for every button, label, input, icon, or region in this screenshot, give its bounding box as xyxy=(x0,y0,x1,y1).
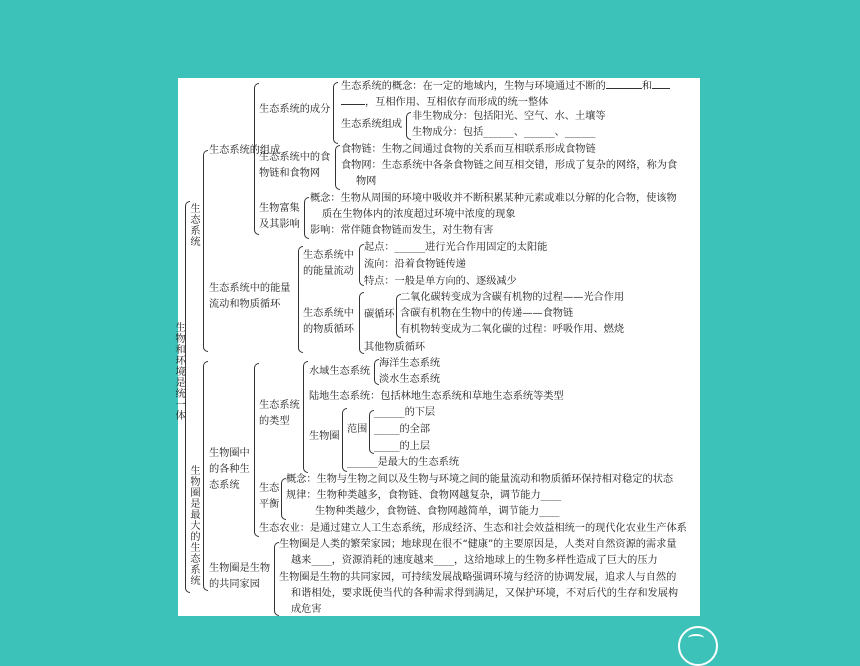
balance-concept: 概念：生物与生物之间以及生物与环境之间的能量流动和物质循环保持相对稳定的状态 xyxy=(286,474,674,485)
carbon-step-3: 有机物转变成为二氧化碳的过程：呼吸作用、燃烧 xyxy=(400,324,625,335)
mindmap-sheet xyxy=(175,78,700,616)
components-title: 生态系统的成分 xyxy=(259,104,331,115)
carbon-step-1: 二氧化碳转变成为含碳有机物的过程——光合作用 xyxy=(400,292,625,303)
energy-title-1: 生态系统中 xyxy=(303,250,354,261)
biosphere-largest-label: 生物圈是最大的生态系统 xyxy=(190,466,201,587)
home-p2-line-3: 成危害 xyxy=(291,604,322,615)
foodchain-title-2: 物链和食物网 xyxy=(259,168,321,179)
bioaccum-concept-1: 概念：生物从周围的环境中吸收并不断积累某种元素或难以分解的化合物，使该物 xyxy=(310,193,677,204)
home-p1-line-2: 越来____，资源消耗的速度越来____，这给地球上的生物多样性造成了巨大的压力 xyxy=(291,555,658,566)
land-text: 陆地生态系统：包括林地生态系统和草地生态系统等类型 xyxy=(309,391,564,402)
root-label: 生物和环境是统一体 xyxy=(175,323,186,422)
ecosystem-brace xyxy=(203,150,208,352)
biosphere-brace xyxy=(203,361,208,591)
home-p2-line-2: 和谐相处，要求既使当代的各种需求得到满足，又保护环境，不对后代的生存和发展构 xyxy=(291,588,679,599)
types-title-1: 生态系统 xyxy=(259,400,300,411)
foodchain-brace xyxy=(335,145,340,190)
matter-title-1: 生态系统中 xyxy=(303,308,354,319)
carbon-step-2: 含碳有机物在生物中的传递——食物链 xyxy=(400,308,574,319)
range-2: _____的全部 xyxy=(374,424,431,435)
bioaccum-impact: 影响：常伴随食物链而发生，对生物有害 xyxy=(310,225,494,236)
foodweb-text-2: 物网 xyxy=(356,176,377,187)
bioaccum-concept-2: 质在生物体内的浓度超过环境中浓度的现象 xyxy=(322,209,516,220)
cycles-title-2: 流动和物质循环 xyxy=(209,299,281,310)
balance-title-1: 生态 xyxy=(259,483,280,494)
freshwater-text: 淡水生态系统 xyxy=(379,374,441,385)
energy-feature: 特点：一般是单方向的、逐级减少 xyxy=(364,276,517,287)
foodweb-text-1: 食物网：生态系统中各条食物链之间互相交错，形成了复杂的网络，称为食 xyxy=(341,160,678,171)
bioaccum-title-1: 生物富集 xyxy=(259,203,300,214)
ecosystem-label: 生态系统 xyxy=(190,204,201,248)
bioaccum-title-2: 及其影响 xyxy=(259,219,300,230)
balance-title-2: 平衡 xyxy=(259,499,280,510)
range-3: _____的上层 xyxy=(374,441,431,452)
foodchain-text: 食物链：生物之间通过食物的关系而互相联系形成食物链 xyxy=(341,144,596,155)
makeup-label: 生态系统组成 xyxy=(341,119,403,130)
types-group-title-2: 的各种生 xyxy=(209,464,250,475)
energy-title-2: 的能量流动 xyxy=(303,266,354,277)
types-title-2: 的类型 xyxy=(259,416,290,427)
eco-agriculture: 生态农业：是通过建立人工生态系统，形成经济、生态和社会效益相统一的现代化农业生产体系 xyxy=(259,523,687,534)
home-title-2: 的共同家园 xyxy=(209,579,260,590)
balance-rule-1: 规律：生物种类越多，食物链、食物网越复杂，调节能力____ xyxy=(286,490,562,501)
carbon-label: 碳循环 xyxy=(364,309,395,320)
types-brace xyxy=(303,361,308,473)
types-group-title-3: 态系统 xyxy=(209,480,240,491)
concept-line-1: 生态系统的概念：在一定的地域内，生物与环境通过不断的 和 xyxy=(341,79,670,93)
bioaccum-brace xyxy=(304,197,309,239)
nonliving-text: 非生物成分：包括阳光、空气、水、土壤等 xyxy=(412,111,606,122)
other-cycles: 其他物质循环 xyxy=(364,342,426,353)
matter-title-2: 的物质循环 xyxy=(303,324,354,335)
energy-path: 流向：沿着食物链传递 xyxy=(364,259,466,270)
foodchain-title-1: 生态系统中的食 xyxy=(259,152,331,163)
water-label: 水域生态系统 xyxy=(309,366,371,377)
range-label: 范围 xyxy=(347,424,368,435)
cycles-title-1: 生态系统中的能量 xyxy=(209,283,291,294)
energy-start: 起点：______进行光合作用固定的太阳能 xyxy=(364,242,548,253)
largest-text: ______是最大的生态系统 xyxy=(347,457,460,468)
concept-line-2: ，互相作用、互相依存而形成的统一整体 xyxy=(341,95,548,109)
balance-rule-2: 生物种类越少，食物链、食物网越简单，调节能力____ xyxy=(315,506,560,517)
range-1: ______的下层 xyxy=(374,407,436,418)
types-group-title-1: 生物圈中 xyxy=(209,448,250,459)
components-brace xyxy=(333,82,338,144)
cycles-brace xyxy=(298,246,303,353)
makeup-brace xyxy=(406,112,411,140)
home-title-1: 生物圈是生物 xyxy=(209,563,271,574)
biosphere-sublabel: 生物圈 xyxy=(309,431,340,442)
home-p2-line-1: 生物圈是生物的共同家园，可持续发展战略强调环境与经济的协调发展，追求人与自然的 xyxy=(279,572,677,583)
living-text: 生物成分：包括______、______、______ xyxy=(412,127,596,138)
marine-text: 海洋生态系统 xyxy=(379,358,441,369)
home-p1-line-1: 生物圈是人类的繁荣家园；地球现在很不“健康”的主要原因是，人类对自然资源的需求量 xyxy=(279,539,677,550)
composition-title: 生态系统的组成 xyxy=(209,145,281,156)
decorative-circle-icon xyxy=(678,626,718,666)
